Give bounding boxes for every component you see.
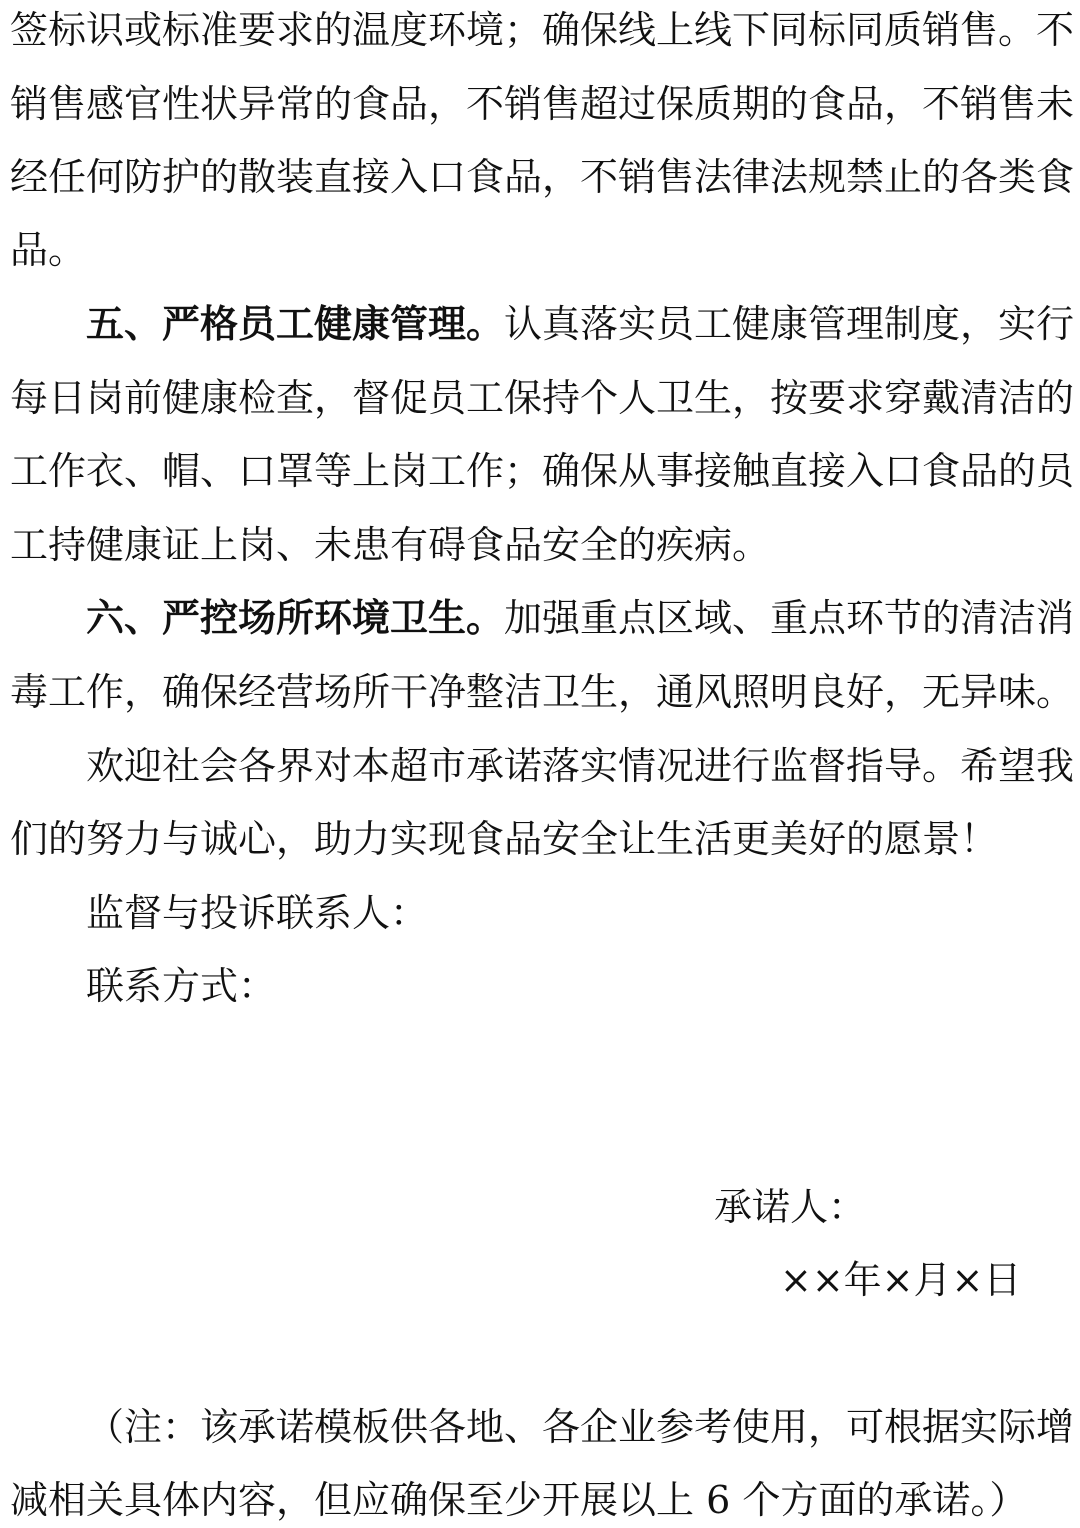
section5-line-4: 工持健康证上岗、未患有碍食品安全的疾病。: [10, 523, 771, 567]
section6-first-text: 加强重点区域、重点环节的清洁消: [504, 596, 1075, 640]
note-line-1: （注：该承诺模板供各地、各企业参考使用，可根据实际增: [86, 1405, 1075, 1449]
supervisor-contact-label: 监督与投诉联系人：: [86, 891, 429, 935]
section4-line-1: 签标识或标准要求的温度环境；确保线上线下同标同质销售。不: [10, 8, 1075, 52]
section4-line-4: 品。: [10, 228, 87, 272]
section5-first-line: [86, 300, 1075, 348]
promisor-label: 承诺人：: [714, 1185, 867, 1229]
closing-line-2: 们的努力与诚心，助力实现食品安全让生活更美好的愿景！: [10, 817, 999, 861]
section6-line-2: 毒工作，确保经营场所干净整洁卫生，通风照明良好，无异味。: [10, 670, 1075, 714]
section6-first-line: [86, 594, 1075, 642]
closing-line-1: 欢迎社会各界对本超市承诺落实情况进行监督指导。希望我: [86, 744, 1075, 788]
section4-line-2: 销售感官性状异常的食品，不销售超过保质期的食品，不销售未: [10, 82, 1075, 126]
contact-method-label: 联系方式：: [86, 964, 277, 1008]
note-line-2: 减相关具体内容，但应确保至少开展以上 6 个方面的承诺。）: [10, 1478, 1028, 1522]
section4-line-3: 经任何防护的散装直接入口食品，不销售法律法规禁止的各类食: [10, 155, 1075, 199]
section5-heading: 五、严格员工健康管理。: [86, 301, 505, 346]
section5-line-3: 工作衣、帽、口罩等上岗工作；确保从事接触直接入口食品的员: [10, 449, 1075, 493]
section5-line-2: 每日岗前健康检查，督促员工保持个人卫生，按要求穿戴清洁的: [10, 376, 1075, 420]
section6-heading: 六、严控场所环境卫生。: [86, 595, 505, 640]
signature-date: ××年×月×日: [780, 1258, 1022, 1302]
section5-first-text: 认真落实员工健康管理制度，实行: [504, 302, 1075, 346]
